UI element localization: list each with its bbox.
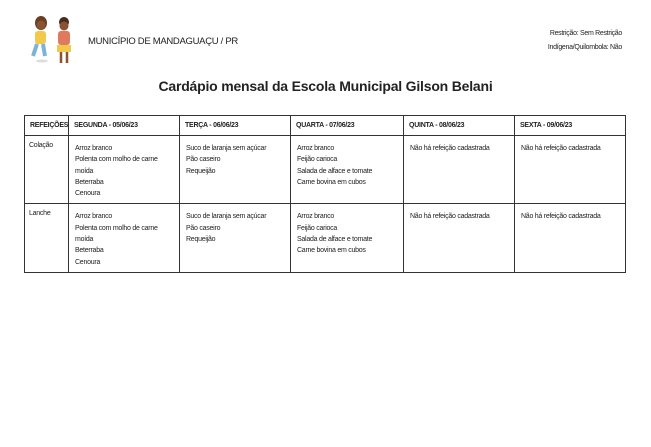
- children-logo: [28, 14, 78, 66]
- meal-name: Lanche: [25, 204, 69, 272]
- menu-item: Arroz branco: [75, 213, 113, 221]
- restriction-info: [548, 27, 622, 55]
- menu-item: Salada de alface e tomate: [297, 167, 373, 175]
- menu-table: [24, 115, 626, 273]
- day-cell: [404, 204, 515, 272]
- menu-item: Arroz branco: [297, 213, 335, 221]
- menu-item: Polenta com molho de carne moída: [75, 156, 158, 175]
- menu-item: Arroz branco: [75, 145, 113, 152]
- column-header: SEGUNDA - 05/06/23: [69, 116, 180, 136]
- menu-item: Não há refeição cadastrada: [521, 213, 601, 221]
- menu-item: Feijão carioca: [297, 156, 338, 164]
- municipality-name: MUNICÍPIO DE MANDAGUAÇU / PR: [88, 36, 238, 47]
- page-title: Cardápio mensal da Escola Municipal Gilson Belani: [158, 78, 493, 94]
- table-row: [25, 204, 626, 272]
- restriction-text: Restrição: Sem Restrição: [549, 30, 622, 37]
- day-cell: [180, 204, 291, 272]
- menu-item: Requeijão: [186, 167, 216, 175]
- day-cell: [404, 136, 515, 204]
- menu-item: Pão caseiro: [186, 224, 221, 232]
- column-header: TERÇA - 06/06/23: [180, 116, 291, 136]
- menu-item: Beterraba: [75, 247, 104, 255]
- day-cell: [515, 204, 626, 272]
- menu-item: Salada de alface e tomate: [297, 236, 373, 244]
- column-header: QUARTA - 07/06/23: [291, 116, 404, 136]
- day-cell: [291, 136, 404, 204]
- menu-item: Suco de laranja sem açúcar: [186, 213, 267, 221]
- menu-item: Não há refeição cadastrada: [410, 213, 490, 221]
- day-cell: [291, 204, 404, 272]
- menu-item: Cenoura: [75, 190, 101, 198]
- indigenous-text: Indígena/Quilombola: Não: [547, 44, 622, 51]
- menu-item: Não há refeição cadastrada: [521, 145, 601, 152]
- day-cell: [69, 136, 180, 204]
- day-cell: [69, 204, 180, 272]
- menu-item: Requeijão: [186, 236, 216, 244]
- table-header-row: [25, 116, 626, 136]
- menu-item: Arroz branco: [297, 145, 335, 152]
- column-header: REFEIÇÕES: [25, 116, 69, 136]
- menu-item: Carne bovina em cubos: [297, 247, 366, 255]
- menu-item: Não há refeição cadastrada: [410, 145, 490, 152]
- menu-item: Carne bovina em cubos: [297, 178, 366, 186]
- table-row: [25, 136, 626, 204]
- column-header: SEXTA - 09/06/23: [515, 116, 626, 136]
- menu-item: Pão caseiro: [186, 156, 221, 164]
- menu-item: Feijão carioca: [297, 224, 338, 232]
- meal-name: Colação: [25, 136, 69, 204]
- day-cell: [515, 136, 626, 204]
- menu-item: Suco de laranja sem açúcar: [186, 145, 267, 152]
- day-cell: [180, 136, 291, 204]
- menu-item: Polenta com molho de carne moída: [75, 224, 158, 244]
- column-header: QUINTA - 08/06/23: [404, 116, 515, 136]
- menu-item: Beterraba: [75, 178, 104, 186]
- menu-item: Cenoura: [75, 258, 101, 266]
